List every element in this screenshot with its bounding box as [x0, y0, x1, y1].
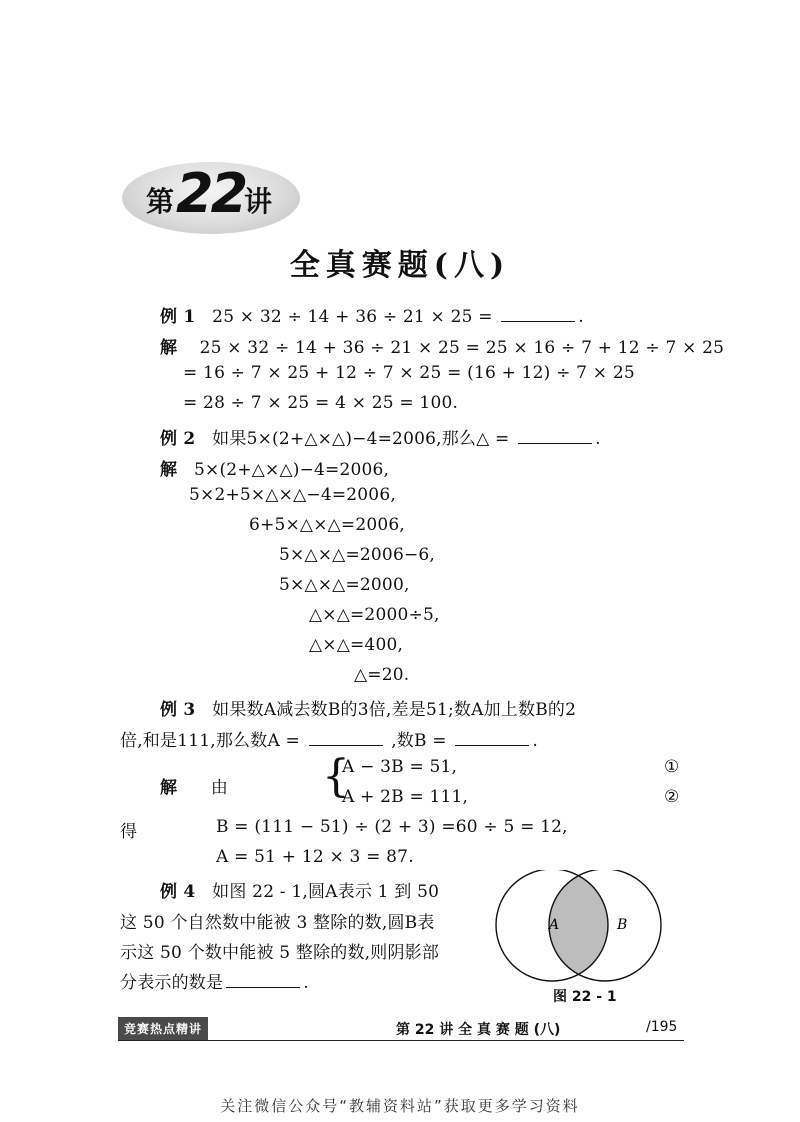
example-2-line-1: 5×(2+△×△)−4=2006, [194, 460, 390, 480]
example-2-line-2: 5×2+5×△×△−4=2006, [189, 485, 396, 505]
running-title: 第 22 讲 全 真 赛 题 (八) [396, 1022, 561, 1038]
example-1-line-2: = 16 ÷ 7 × 25 + 12 ÷ 7 × 25 = (16 + 12) ÷ 7 × 25 [183, 363, 635, 383]
example-4-line-3: 示这 50 个数中能被 5 整除的数,则阴影部 [120, 943, 440, 963]
example-2-line-4: 5×△×△=2006−6, [279, 545, 436, 565]
example-3-text-2b: ,数B = [391, 731, 447, 751]
equation-1-mark: ① [664, 757, 680, 777]
example-3-result-2: A = 51 + 12 × 3 = 87. [216, 847, 414, 867]
example-4-line-1 [160, 877, 439, 902]
circle-a-label: A [549, 917, 560, 933]
example-4-answer-blank [226, 973, 300, 988]
example-4-text-4: 分表示的数是 [120, 973, 224, 993]
example-1-solution-line-1 [160, 333, 724, 358]
example-3-solution-label: 解 [160, 778, 178, 798]
example-3-label: 例 3 [160, 700, 196, 720]
example-3-you: 由 [210, 778, 229, 798]
example-3-solution-intro [160, 773, 228, 798]
example-4-line-4 [120, 968, 309, 993]
chapter-number: 22 [176, 162, 246, 225]
example-2-expression: 如果5×(2+△×△)−4=2006,那么△ = [212, 429, 510, 449]
figure-caption: 图 22 - 1 [553, 989, 617, 1005]
example-3-answer-blank-a [309, 731, 383, 746]
system-brace: { [322, 751, 350, 802]
example-1-label: 例 1 [160, 307, 196, 327]
page-title: 全真赛题(八) [289, 248, 511, 283]
example-2-line-8: △=20. [354, 665, 410, 685]
example-2-question [160, 424, 601, 449]
equation-1: A − 3B = 51, [342, 757, 458, 777]
example-3-question-line-1 [160, 695, 576, 720]
example-3-de: 得 [120, 822, 138, 842]
example-1-expression: 25 × 32 ÷ 14 + 36 ÷ 21 × 25 = [212, 307, 493, 327]
equation-2: A + 2B = 111, [342, 787, 469, 807]
example-1-question [160, 302, 584, 327]
example-1-line-1: 25 × 32 ÷ 14 + 36 ÷ 21 × 25 = 25 × 16 ÷ 7 + 12 ÷ 7 × 25 [199, 338, 725, 358]
circle-b-label: B [617, 917, 628, 933]
example-4-end: . [303, 973, 309, 993]
watermark-text: 关注微信公众号“教辅资料站”获取更多学习资料 [220, 1097, 580, 1115]
venn-diagram [495, 870, 675, 990]
example-3-text-1: 如果数A减去数B的3倍,差是51;数A加上数B的2 [212, 700, 577, 720]
example-1-solution-label: 解 [160, 338, 178, 358]
example-4-line-2: 这 50 个自然数中能被 3 整除的数,圆B表 [120, 913, 435, 933]
example-2-line-6: △×△=2000÷5, [309, 605, 440, 625]
example-3-question-line-2 [120, 726, 538, 751]
example-4-text-1: 如图 22 - 1,圆A表示 1 到 50 [212, 882, 440, 902]
footer-rule [118, 1040, 684, 1041]
example-4-label: 例 4 [160, 882, 196, 902]
example-2-label: 例 2 [160, 429, 196, 449]
example-3-text-2a: 倍,和是111,那么数A = [120, 731, 300, 751]
example-1-line-3: = 28 ÷ 7 × 25 = 4 × 25 = 100. [183, 393, 459, 413]
example-1-answer-blank [501, 307, 575, 322]
example-2-line-3: 6+5×△×△=2006, [249, 515, 406, 535]
example-2-solution-line-1 [160, 455, 389, 480]
chapter-prefix: 第 [146, 185, 175, 218]
example-3-answer-blank-b [455, 731, 529, 746]
example-2-answer-blank [518, 429, 592, 444]
example-2-end: . [595, 429, 601, 449]
example-2-solution-label: 解 [160, 460, 178, 480]
chapter-suffix: 讲 [244, 185, 273, 218]
example-2-line-7: △×△=400, [309, 635, 404, 655]
example-1-end: . [578, 307, 584, 327]
example-3-end: . [532, 731, 538, 751]
equation-2-mark: ② [664, 787, 680, 807]
footer-tag: 竞赛热点精讲 [118, 1017, 208, 1040]
page-number: /195 [646, 1019, 678, 1035]
example-2-line-5: 5×△×△=2000, [279, 575, 410, 595]
example-3-result-1: B = (111 − 51) ÷ (2 + 3) =60 ÷ 5 = 12, [216, 817, 568, 837]
